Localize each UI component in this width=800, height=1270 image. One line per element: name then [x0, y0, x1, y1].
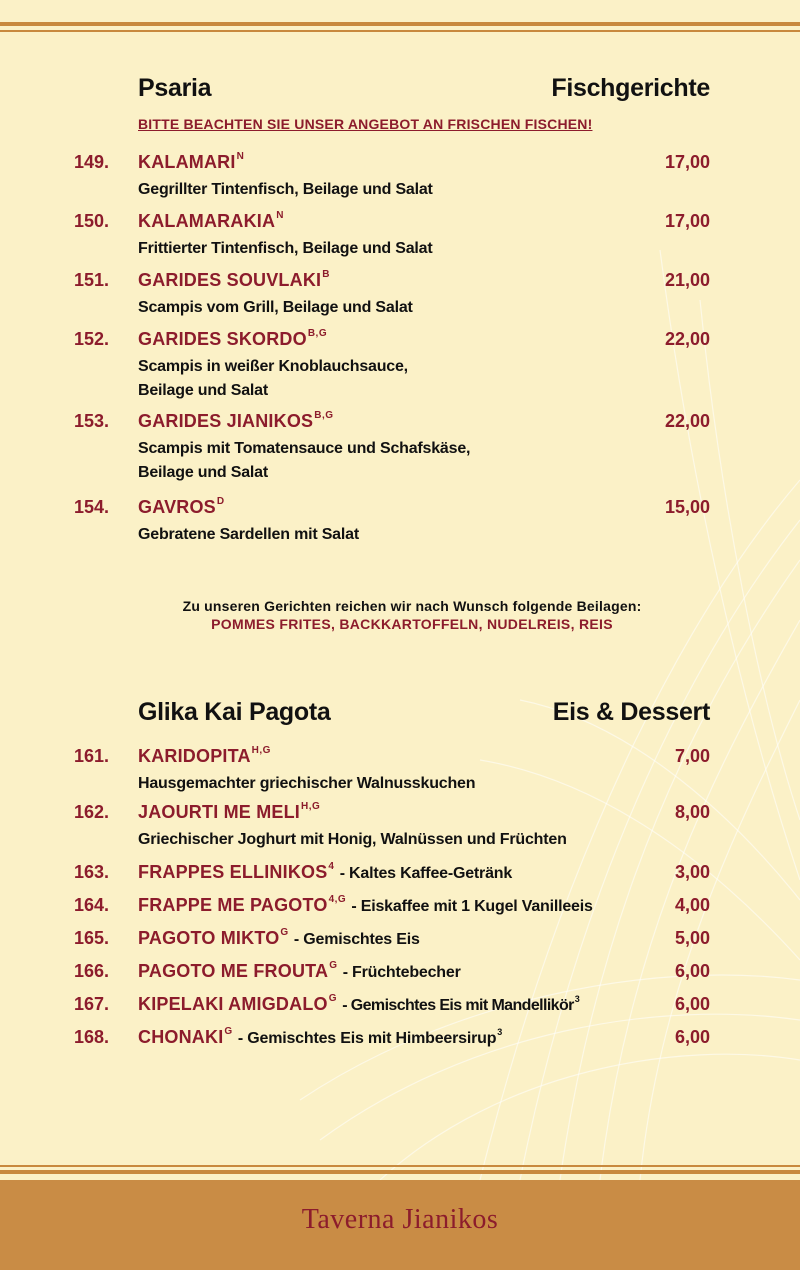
item-number: 165. — [74, 928, 110, 948]
item-price: 5,00 — [674, 928, 710, 948]
fish-section-title-greek: Psaria — [138, 74, 212, 102]
item-inline-description: - Kaltes Kaffee-Getränk — [339, 865, 513, 882]
item-price: 6,00 — [674, 1027, 710, 1047]
item-description: Frittierter Tintenfisch, Beilage und Salat — [138, 240, 433, 257]
item-number: 163. — [74, 862, 110, 882]
item-name: GARIDES $SKORDO^{B,G}$ — [138, 328, 328, 349]
item-price: 21,00 — [664, 270, 710, 290]
item-number: 164. — [74, 895, 110, 915]
item-name: FRAPPES ELLINIKOS$^4$ - Kaltes Kaffee-Getränk — [138, 861, 513, 882]
allergen-tag: B,G — [307, 328, 328, 339]
item-name: $CHONAKI^G$ - Gemischtes Eis mit Himbeersirup$^3$ — [138, 1026, 503, 1047]
item-inline-description: - Gemischtes Eis — [293, 931, 420, 948]
item-price: 22,00 — [664, 329, 710, 349]
item-name: GARIDES $SOUVLAKI^B$ — [138, 269, 330, 290]
dessert-section-title-greek: Glika Kai Pagota — [138, 698, 331, 726]
allergen-tag: H,G — [251, 745, 271, 756]
item-inline-description: - Gemischtes Eis mit Himbeersirup$^3$ — [237, 1026, 503, 1047]
item-price: 7,00 — [674, 746, 710, 766]
item-number: 154. — [74, 497, 110, 517]
item-name: PAGOTO ME $FROUTA^G$ - Früchtebecher — [138, 960, 461, 981]
bottom-rule-thin — [0, 1165, 800, 1167]
allergen-tag: B,G — [314, 410, 334, 421]
item-name: $GAVROS^D$ — [138, 496, 225, 517]
fresh-fish-notice: BITTE BEACHTEN SIE UNSER ANGEBOT AN FRISCHEN FISCHEN! — [138, 116, 593, 132]
allergen-tag: B — [322, 269, 330, 280]
fish-section-title-german: Fischgerichte — [551, 74, 710, 102]
item-number: 150. — [74, 211, 110, 231]
item-description: Gegrillter Tintenfisch, Beilage und Salat — [138, 181, 433, 198]
item-price: 4,00 — [674, 895, 710, 915]
allergen-tag: D — [216, 496, 225, 507]
item-number: 168. — [74, 1027, 110, 1047]
side-dishes-list: POMMES FRITES, BACKKARTOFFELN, NUDELREIS, REIS — [211, 616, 613, 632]
allergen-tag: N — [236, 151, 245, 162]
bottom-rule — [0, 1170, 800, 1174]
item-description: Scampis mit Tomatensauce und Schafskäse, Beilage und Salat — [138, 440, 471, 481]
item-price: 15,00 — [664, 497, 710, 517]
item-price: 6,00 — [674, 994, 710, 1014]
item-description: Hausgemachter griechischer Walnusskuchen — [138, 775, 476, 792]
item-description: Scampis vom Grill, Beilage und Salat — [138, 299, 413, 316]
allergen-tag: G — [329, 960, 338, 971]
allergen-tag: 4,G — [328, 894, 347, 905]
item-number: 149. — [74, 152, 110, 172]
item-name: FRAPPE ME $PAGOTO^{4,G}$ - Eiskaffee mit 1 Kugel Vanilleeis — [138, 894, 593, 915]
allergen-tag: G — [224, 1026, 233, 1037]
item-description: Gebratene Sardellen mit Salat — [138, 526, 359, 543]
side-dishes-note — [0, 598, 800, 632]
item-price: 17,00 — [664, 211, 710, 231]
item-number: 167. — [74, 994, 110, 1014]
item-inline-description: - Früchtebecher — [342, 964, 461, 981]
item-number: 151. — [74, 270, 110, 290]
allergen-tag: G — [280, 927, 289, 938]
item-number: 153. — [74, 411, 110, 431]
item-price: 8,00 — [674, 802, 710, 822]
item-number: 152. — [74, 329, 110, 349]
allergen-tag: N — [276, 210, 284, 221]
item-description: Griechischer Joghurt mit Honig, Walnüssen und Früchten — [138, 831, 567, 848]
allergen-tag: 4 — [328, 861, 335, 872]
item-name: PAGOTO $MIKTO^G$ - Gemischtes Eis — [138, 927, 420, 948]
item-name: JAOURTI ME $MELI^{H,G}$ — [138, 801, 321, 822]
side-dishes-text: Zu unseren Gerichten reichen wir nach Wunsch folgende Beilagen: — [182, 598, 642, 614]
item-price: 3,00 — [674, 862, 710, 882]
item-name: $KALAMARAKIA^N$ — [138, 210, 284, 231]
item-price: 22,00 — [664, 411, 710, 431]
allergen-tag: G — [328, 993, 338, 1004]
item-number: 166. — [74, 961, 110, 981]
item-name: GARIDES $JIANIKOS^{B,G}$ — [138, 410, 334, 431]
item-inline-description: - Eiskaffee mit 1 Kugel Vanilleeis — [351, 898, 593, 915]
allergen-tag: H,G — [301, 801, 321, 812]
item-number: 162. — [74, 802, 110, 822]
top-rule — [0, 22, 800, 26]
item-name: KIPELAKI $AMIGDALO^G$ - Gemischtes Eis mit Mandellikör$^3$ — [138, 993, 581, 1014]
dessert-section-title-german: Eis & Dessert — [552, 698, 710, 726]
item-inline-description: - Gemischtes Eis mit Mandellikör$^3$ — [342, 993, 581, 1014]
item-description: Scampis in weißer Knoblauchsauce, Beilage und Salat — [138, 358, 408, 399]
item-number: 161. — [74, 746, 110, 766]
top-rule-thin — [0, 30, 800, 32]
restaurant-brand: Taverna Jianikos — [301, 1204, 499, 1235]
item-name: $KARIDOPITA^{H,G}$ — [138, 745, 271, 766]
item-price: 17,00 — [664, 152, 710, 172]
item-name: $KALAMARI^N$ — [138, 151, 245, 172]
item-price: 6,00 — [674, 961, 710, 981]
